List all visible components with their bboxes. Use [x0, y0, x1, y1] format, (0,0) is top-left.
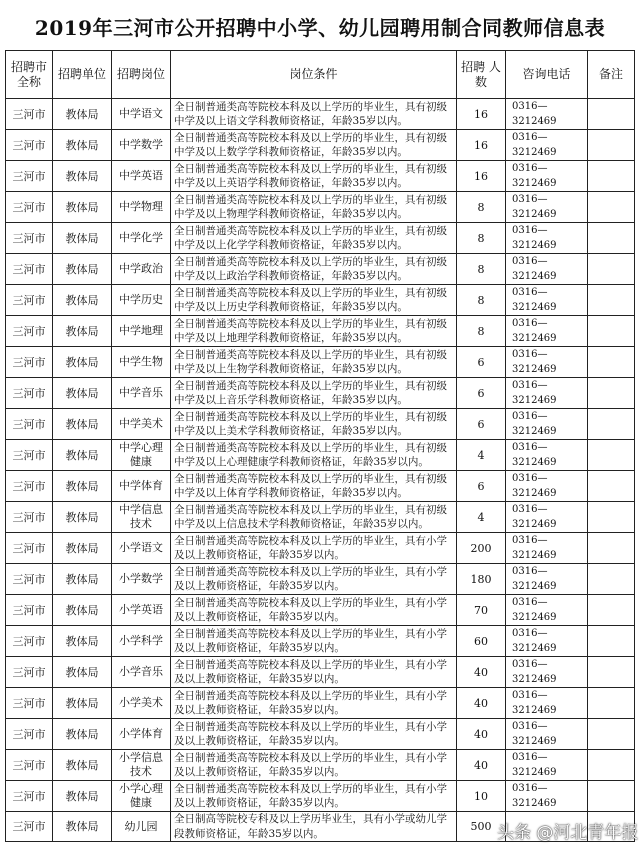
cell-note — [588, 657, 635, 688]
cell-position: 中学英语 — [112, 161, 171, 192]
table-row — [6, 161, 635, 192]
cell-phone: 0316—3212469 — [506, 316, 588, 347]
cell-note — [588, 688, 635, 719]
cell-condition: 全日制普通类高等院校本科及以上学历的毕业生，具有小学及以上教师资格证，年龄35岁以内。 — [171, 719, 457, 750]
cell-condition: 全日制普通类高等院校本科及以上学历的毕业生，具有初级中学及以上音乐学科教师资格证，年龄35岁以内。 — [171, 378, 457, 409]
cell-phone: 0316—3212469 — [506, 192, 588, 223]
cell-condition: 全日制普通类高等院校本科及以上学历的毕业生，具有初级中学及以上体育学科教师资格证，年龄35岁以内。 — [171, 471, 457, 502]
cell-unit: 教体局 — [53, 564, 112, 595]
cell-note — [588, 533, 635, 564]
cell-position: 幼儿园 — [112, 812, 171, 842]
cell-phone: 0316—3212469 — [506, 99, 588, 130]
cell-city: 三河市 — [6, 254, 53, 285]
cell-unit: 教体局 — [53, 192, 112, 223]
cell-note — [588, 161, 635, 192]
cell-position: 中学生物 — [112, 347, 171, 378]
cell-unit: 教体局 — [53, 502, 112, 533]
cell-position: 中学心理健康 — [112, 440, 171, 471]
cell-unit: 教体局 — [53, 440, 112, 471]
cell-position: 中学物理 — [112, 192, 171, 223]
cell-phone: 0316—3212469 — [506, 223, 588, 254]
cell-unit: 教体局 — [53, 657, 112, 688]
cell-position: 中学化学 — [112, 223, 171, 254]
header-unit: 招聘单位 — [53, 51, 112, 99]
cell-city: 三河市 — [6, 688, 53, 719]
cell-count: 16 — [457, 99, 506, 130]
cell-position: 中学数学 — [112, 130, 171, 161]
cell-condition: 全日制普通类高等院校本科及以上学历的毕业生，具有小学及以上教师资格证，年龄35岁以内。 — [171, 626, 457, 657]
cell-phone: 0316—3212469 — [506, 502, 588, 533]
cell-unit: 教体局 — [53, 626, 112, 657]
cell-phone: 0316—3212469 — [506, 781, 588, 812]
cell-city: 三河市 — [6, 409, 53, 440]
cell-city: 三河市 — [6, 533, 53, 564]
cell-phone: 0316—3212469 — [506, 130, 588, 161]
cell-condition: 全日制普通类高等院校本科及以上学历的毕业生，具有小学及以上教师资格证，年龄35岁以内。 — [171, 781, 457, 812]
cell-note — [588, 595, 635, 626]
table-row — [6, 223, 635, 254]
cell-unit: 教体局 — [53, 812, 112, 842]
cell-city: 三河市 — [6, 471, 53, 502]
cell-unit: 教体局 — [53, 285, 112, 316]
header-condition: 岗位条件 — [171, 51, 457, 99]
cell-unit: 教体局 — [53, 99, 112, 130]
cell-count: 8 — [457, 254, 506, 285]
header-city: 招聘市全称 — [6, 51, 53, 99]
table-row — [6, 254, 635, 285]
table-row — [6, 440, 635, 471]
teacher-recruitment-table — [5, 50, 635, 842]
cell-phone: 0316—3212469 — [506, 161, 588, 192]
table-row — [6, 781, 635, 812]
table-row — [6, 719, 635, 750]
table-row — [6, 285, 635, 316]
cell-count: 6 — [457, 409, 506, 440]
table-row — [6, 688, 635, 719]
cell-unit: 教体局 — [53, 161, 112, 192]
cell-note — [588, 626, 635, 657]
cell-count: 40 — [457, 688, 506, 719]
cell-position: 小学科学 — [112, 626, 171, 657]
table-row — [6, 192, 635, 223]
header-row — [6, 51, 635, 99]
cell-unit: 教体局 — [53, 254, 112, 285]
table-row — [6, 533, 635, 564]
cell-phone: 0316—3212469 — [506, 750, 588, 781]
cell-count: 10 — [457, 781, 506, 812]
cell-position: 中学历史 — [112, 285, 171, 316]
cell-condition: 全日制普通类高等院校本科及以上学历的毕业生，具有初级中学及以上英语学科教师资格证，年龄35岁以内。 — [171, 161, 457, 192]
cell-count: 6 — [457, 378, 506, 409]
cell-count: 6 — [457, 347, 506, 378]
cell-position: 小学语文 — [112, 533, 171, 564]
cell-condition: 全日制普通类高等院校本科及以上学历的毕业生，具有初级中学及以上地理学科教师资格证，年龄35岁以内。 — [171, 316, 457, 347]
cell-city: 三河市 — [6, 781, 53, 812]
cell-count: 40 — [457, 719, 506, 750]
cell-note — [588, 719, 635, 750]
cell-position: 小学音乐 — [112, 657, 171, 688]
cell-city: 三河市 — [6, 99, 53, 130]
cell-position: 小学英语 — [112, 595, 171, 626]
cell-phone: 0316—3212469 — [506, 440, 588, 471]
header-phone: 咨询电话 — [506, 51, 588, 99]
cell-position: 小学美术 — [112, 688, 171, 719]
cell-condition: 全日制普通类高等院校本科及以上学历的毕业生，具有初级中学及以上物理学科教师资格证，年龄35岁以内。 — [171, 192, 457, 223]
cell-condition: 全日制普通类高等院校本科及以上学历的毕业生，具有初级中学及以上生物学科教师资格证，年龄35岁以内。 — [171, 347, 457, 378]
cell-phone: 0316—3212469 — [506, 533, 588, 564]
cell-unit: 教体局 — [53, 316, 112, 347]
cell-note — [588, 471, 635, 502]
cell-condition: 全日制普通类高等院校本科及以上学历的毕业生，具有小学及以上教师资格证，年龄35岁以内。 — [171, 595, 457, 626]
cell-unit: 教体局 — [53, 781, 112, 812]
page-title: 2019年三河市公开招聘中小学、幼儿园聘用制合同教师信息表 — [34, 16, 606, 40]
cell-unit: 教体局 — [53, 471, 112, 502]
cell-note — [588, 781, 635, 812]
cell-count: 8 — [457, 192, 506, 223]
cell-city: 三河市 — [6, 285, 53, 316]
cell-phone: 0316—3212469 — [506, 409, 588, 440]
cell-count: 60 — [457, 626, 506, 657]
cell-condition: 全日制普通类高等院校本科及以上学历的毕业生，具有初级中学及以上历史学科教师资格证，年龄35岁以内。 — [171, 285, 457, 316]
header-note: 备注 — [588, 51, 635, 99]
table-row — [6, 564, 635, 595]
cell-note — [588, 440, 635, 471]
cell-note — [588, 99, 635, 130]
cell-condition: 全日制普通类高等院校本科及以上学历的毕业生，具有初级中学及以上政治学科教师资格证，年龄35岁以内。 — [171, 254, 457, 285]
cell-count: 6 — [457, 471, 506, 502]
cell-unit: 教体局 — [53, 688, 112, 719]
cell-count: 500 — [457, 812, 506, 842]
cell-city: 三河市 — [6, 347, 53, 378]
cell-position: 中学信息技术 — [112, 502, 171, 533]
cell-condition: 全日制普通类高等院校本科及以上学历的毕业生，具有小学及以上教师资格证，年龄35岁以内。 — [171, 657, 457, 688]
cell-position: 中学体育 — [112, 471, 171, 502]
cell-count: 8 — [457, 285, 506, 316]
cell-condition: 全日制普通类高等院校本科及以上学历的毕业生，具有小学及以上教师资格证，年龄35岁以内。 — [171, 564, 457, 595]
cell-city: 三河市 — [6, 192, 53, 223]
cell-condition: 全日制普通类高等院校本科及以上学历的毕业生，具有小学及以上教师资格证，年龄35岁以内。 — [171, 533, 457, 564]
cell-condition: 全日制普通类高等院校本科及以上学历的毕业生，具有初级中学及以上化学学科教师资格证，年龄35岁以内。 — [171, 223, 457, 254]
cell-note — [588, 502, 635, 533]
cell-unit: 教体局 — [53, 750, 112, 781]
cell-position: 小学心理健康 — [112, 781, 171, 812]
cell-phone: 0316—3212469 — [506, 564, 588, 595]
cell-unit: 教体局 — [53, 223, 112, 254]
table-row — [6, 347, 635, 378]
cell-city: 三河市 — [6, 564, 53, 595]
cell-city: 三河市 — [6, 812, 53, 842]
cell-phone: 0316—3212469 — [506, 471, 588, 502]
cell-position: 中学地理 — [112, 316, 171, 347]
cell-condition: 全日制普通类高等院校本科及以上学历的毕业生，具有小学及以上教师资格证，年龄35岁以内。 — [171, 688, 457, 719]
cell-note — [588, 378, 635, 409]
cell-phone: 0316—3212469 — [506, 254, 588, 285]
cell-city: 三河市 — [6, 750, 53, 781]
cell-position: 中学政治 — [112, 254, 171, 285]
cell-city: 三河市 — [6, 440, 53, 471]
cell-city: 三河市 — [6, 595, 53, 626]
table-row — [6, 502, 635, 533]
cell-count: 8 — [457, 223, 506, 254]
cell-city: 三河市 — [6, 223, 53, 254]
cell-phone: 0316—3212469 — [506, 719, 588, 750]
cell-city: 三河市 — [6, 378, 53, 409]
cell-note — [588, 254, 635, 285]
cell-count: 16 — [457, 161, 506, 192]
cell-count: 40 — [457, 750, 506, 781]
table-row — [6, 471, 635, 502]
cell-position: 中学音乐 — [112, 378, 171, 409]
cell-phone: 0316—3212469 — [506, 347, 588, 378]
cell-phone: 0316—3212469 — [506, 595, 588, 626]
cell-note — [588, 347, 635, 378]
header-position: 招聘岗位 — [112, 51, 171, 99]
cell-condition: 全日制高等院校专科及以上学历毕业生，具有小学或幼儿学段教师资格证，年龄35岁以内。 — [171, 812, 457, 842]
cell-count: 8 — [457, 316, 506, 347]
table-row — [6, 657, 635, 688]
cell-city: 三河市 — [6, 130, 53, 161]
cell-unit: 教体局 — [53, 409, 112, 440]
cell-position: 小学体育 — [112, 719, 171, 750]
table-row — [6, 316, 635, 347]
header-count: 招聘 人数 — [457, 51, 506, 99]
table-row — [6, 99, 635, 130]
cell-note — [588, 316, 635, 347]
cell-unit: 教体局 — [53, 719, 112, 750]
cell-position: 中学美术 — [112, 409, 171, 440]
cell-condition: 全日制普通类高等院校本科及以上学历的毕业生，具有初级中学及以上语文学科教师资格证，年龄35岁以内。 — [171, 99, 457, 130]
cell-condition: 全日制普通类高等院校本科及以上学历的毕业生，具有初级中学及以上美术学科教师资格证，年龄35岁以内。 — [171, 409, 457, 440]
cell-note — [588, 285, 635, 316]
cell-note — [588, 192, 635, 223]
cell-phone: 0316—3212469 — [506, 626, 588, 657]
cell-phone: 0316—3212469 — [506, 657, 588, 688]
cell-phone: 0316—3212469 — [506, 285, 588, 316]
cell-condition: 全日制普通类高等院校本科及以上学历的毕业生，具有初级中学及以上信息技术学科教师资格证，年龄35岁以内。 — [171, 502, 457, 533]
cell-city: 三河市 — [6, 502, 53, 533]
cell-count: 180 — [457, 564, 506, 595]
cell-city: 三河市 — [6, 316, 53, 347]
cell-position: 小学数学 — [112, 564, 171, 595]
cell-phone: 0316—3212469 — [506, 688, 588, 719]
cell-note — [588, 130, 635, 161]
table-row — [6, 750, 635, 781]
cell-condition: 全日制普通类高等院校本科及以上学历的毕业生，具有小学及以上教师资格证，年龄35岁以内。 — [171, 750, 457, 781]
cell-unit: 教体局 — [53, 347, 112, 378]
cell-count: 70 — [457, 595, 506, 626]
cell-count: 16 — [457, 130, 506, 161]
cell-condition: 全日制普通类高等院校本科及以上学历的毕业生，具有初级中学及以上心理健康学科教师资格证，年龄35岁以内。 — [171, 440, 457, 471]
cell-condition: 全日制普通类高等院校本科及以上学历的毕业生，具有初级中学及以上数学学科教师资格证，年龄35岁以内。 — [171, 130, 457, 161]
cell-note — [588, 750, 635, 781]
cell-count: 4 — [457, 440, 506, 471]
cell-note — [588, 409, 635, 440]
table-row — [6, 130, 635, 161]
cell-count: 40 — [457, 657, 506, 688]
cell-unit: 教体局 — [53, 378, 112, 409]
table-row — [6, 378, 635, 409]
cell-unit: 教体局 — [53, 533, 112, 564]
cell-unit: 教体局 — [53, 595, 112, 626]
cell-position: 小学信息技术 — [112, 750, 171, 781]
cell-phone: 0316—3212469 — [506, 378, 588, 409]
watermark: 头条 @河北青年报 — [497, 823, 639, 843]
cell-city: 三河市 — [6, 161, 53, 192]
cell-count: 4 — [457, 502, 506, 533]
table-row — [6, 595, 635, 626]
cell-note — [588, 223, 635, 254]
cell-count: 200 — [457, 533, 506, 564]
table-row — [6, 626, 635, 657]
table-row — [6, 409, 635, 440]
cell-unit: 教体局 — [53, 130, 112, 161]
cell-note — [588, 564, 635, 595]
cell-city: 三河市 — [6, 626, 53, 657]
cell-position: 中学语文 — [112, 99, 171, 130]
cell-city: 三河市 — [6, 657, 53, 688]
cell-city: 三河市 — [6, 719, 53, 750]
